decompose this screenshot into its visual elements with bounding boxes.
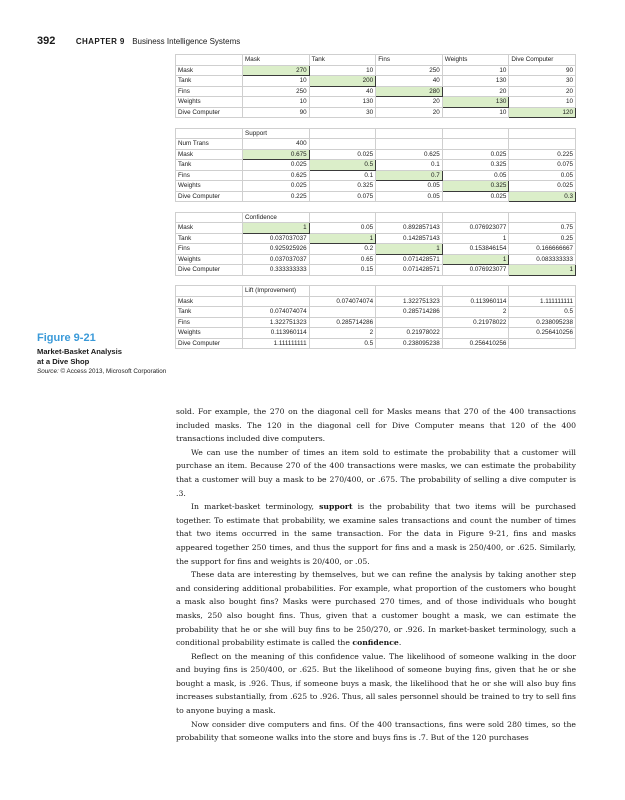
lift-cell: 0.256410256: [509, 328, 576, 339]
lift-cell: 0.285714286: [309, 317, 376, 328]
support-cell: 0.1: [376, 160, 443, 171]
blank-cell: [509, 128, 576, 139]
confidence-cell: 0.076923077: [442, 265, 509, 276]
counts-cell: 30: [309, 107, 376, 118]
support-cell: 0.5: [309, 160, 376, 171]
lift-cell: 0.21978022: [442, 317, 509, 328]
blank-cell: [509, 286, 576, 297]
counts-cell: 120: [509, 107, 576, 118]
paragraph-3: [176, 500, 576, 568]
figure-title-line1: Market-Basket Analysis: [37, 347, 122, 356]
confidence-row: [176, 244, 576, 255]
lift-row: [176, 307, 576, 318]
row-label: Fins: [176, 244, 243, 255]
paragraph-4: [176, 568, 576, 650]
lift-cell: 1.322751323: [376, 296, 443, 307]
support-cell: 0.05: [376, 181, 443, 192]
counts-cell: 20: [442, 86, 509, 97]
spreadsheet-figure: [175, 54, 576, 349]
paragraph-2: We can use the number of times an item sold to estimate the probability that a customer will purchase an item. Because 270 of the 400 transactions were masks, we can estimate the probability that a customer will buy a mask to be 270/400, or .675. The probability of selling a dive computer is .3.: [176, 447, 576, 498]
support-cell: 0.675: [243, 149, 310, 160]
counts-cell: 250: [243, 86, 310, 97]
spacer-cell: [176, 275, 243, 286]
blank-cell: [376, 139, 443, 150]
spacer-cell: [442, 202, 509, 213]
confidence-row: [176, 254, 576, 265]
support-title-row: [176, 128, 576, 139]
section-title-cell: Confidence: [243, 212, 310, 223]
spacer-cell: [442, 275, 509, 286]
row-label: Mask: [176, 65, 243, 76]
counts-cell: 40: [376, 76, 443, 87]
confidence-cell: 1: [309, 233, 376, 244]
blank-cell: [442, 212, 509, 223]
row-label: Dive Computer: [176, 191, 243, 202]
confidence-cell: 0.083333333: [509, 254, 576, 265]
support-cell: 0.025: [442, 191, 509, 202]
confidence-cell: 0.333333333: [243, 265, 310, 276]
row-label: Tank: [176, 307, 243, 318]
counts-cell: 10: [243, 76, 310, 87]
blank-cell: [376, 128, 443, 139]
blank-cell: [309, 139, 376, 150]
row-label: Weights: [176, 254, 243, 265]
counts-cell: 20: [376, 107, 443, 118]
lift-cell: 0.256410256: [442, 338, 509, 349]
row-label: Weights: [176, 181, 243, 192]
confidence-cell: 0.037037037: [243, 254, 310, 265]
lift-cell: 1.111111111: [509, 296, 576, 307]
lift-cell: 0.5: [509, 307, 576, 318]
confidence-row: [176, 265, 576, 276]
counts-cell: 250: [376, 65, 443, 76]
confidence-cell: 1: [442, 254, 509, 265]
lift-cell: 0.113960114: [442, 296, 509, 307]
spacer-cell: [376, 275, 443, 286]
blank-cell: [309, 128, 376, 139]
counts-cell: 10: [509, 97, 576, 108]
spacer-cell: [376, 118, 443, 129]
counts-cell: 10: [442, 65, 509, 76]
term-confidence: confidence: [352, 638, 399, 648]
lift-cell: 0.285714286: [376, 307, 443, 318]
lift-cell: [309, 307, 376, 318]
spacer-cell: [442, 118, 509, 129]
confidence-cell: 0.75: [509, 223, 576, 234]
support-cell: 0.625: [243, 170, 310, 181]
confidence-cell: 0.15: [309, 265, 376, 276]
counts-cell: 270: [243, 65, 310, 76]
market-basket-table: [175, 54, 576, 349]
spacer-cell: [309, 202, 376, 213]
lift-cell: 0.5: [309, 338, 376, 349]
support-cell: 0.3: [509, 191, 576, 202]
counts-row: [176, 86, 576, 97]
counts-cell: 20: [376, 97, 443, 108]
support-cell: 0.025: [509, 181, 576, 192]
paragraph-3-a: In market-basket terminology,: [191, 502, 320, 512]
lift-row: [176, 328, 576, 339]
counts-cell: 130: [309, 97, 376, 108]
column-header: Mask: [243, 55, 310, 66]
row-label: Mask: [176, 296, 243, 307]
support-cell: 0.025: [243, 181, 310, 192]
spacer-row: [176, 202, 576, 213]
counts-cell: 30: [509, 76, 576, 87]
support-cell: 0.1: [309, 170, 376, 181]
lift-cell: 0.238095238: [376, 338, 443, 349]
row-label: Fins: [176, 86, 243, 97]
page-number: 392: [37, 35, 56, 47]
figure-title-line2: at a Dive Shop: [37, 356, 90, 366]
counts-cell: 20: [509, 86, 576, 97]
paragraph-4-b: .: [398, 638, 402, 648]
lift-cell: [243, 296, 310, 307]
row-label: Fins: [176, 170, 243, 181]
row-label: Tank: [176, 160, 243, 171]
lift-cell: 2: [309, 328, 376, 339]
lift-cell: 0.238095238: [509, 317, 576, 328]
confidence-cell: 1: [509, 265, 576, 276]
spacer-cell: [376, 202, 443, 213]
corner-cell: [176, 55, 243, 66]
lift-cell: 0.21978022: [376, 328, 443, 339]
row-label: Dive Computer: [176, 107, 243, 118]
spacer-cell: [176, 118, 243, 129]
support-cell: 0.025: [243, 160, 310, 171]
section-title-cell: Support: [243, 128, 310, 139]
counts-cell: 10: [442, 107, 509, 118]
lift-cell: [376, 317, 443, 328]
column-header: Fins: [376, 55, 443, 66]
confidence-cell: 0.153846154: [442, 244, 509, 255]
lift-cell: 0.074074074: [309, 296, 376, 307]
blank-cell: [509, 212, 576, 223]
counts-row: [176, 107, 576, 118]
num-trans-value: 400: [243, 139, 310, 150]
lift-cell: 2: [442, 307, 509, 318]
support-cell: 0.05: [376, 191, 443, 202]
blank-cell: [509, 139, 576, 150]
confidence-cell: 0.076923077: [442, 223, 509, 234]
spacer-cell: [243, 275, 310, 286]
confidence-cell: 0.892857143: [376, 223, 443, 234]
blank-cell: [376, 286, 443, 297]
support-cell: 0.325: [442, 160, 509, 171]
spacer-cell: [309, 275, 376, 286]
confidence-cell: 0.142857143: [376, 233, 443, 244]
support-cell: 0.7: [376, 170, 443, 181]
confidence-cell: 0.05: [309, 223, 376, 234]
row-label: Mask: [176, 223, 243, 234]
counts-cell: 90: [509, 65, 576, 76]
spacer-cell: [509, 275, 576, 286]
figure-title: [37, 347, 167, 366]
paragraph-6: Now consider dive computers and fins. Of the 400 transactions, fins were sold 280 times, so the probability that someone walks into the store and buys fins is .7. But of the 120 purchases: [176, 719, 576, 743]
paragraph-3-b: is the probability that two items will be purchased together. To estimate that probability, we examine sales transactions and count the number of times that two items occurred in the same transaction. For the data in Figure 9-21, fins and masks appeared together 250 times, and thus the support for fins and a mask is 250/400, or .625. Similarly, the support for fins and weights is 20/400, or .05.: [176, 502, 577, 566]
blank-cell: [442, 128, 509, 139]
spacer-cell: [309, 118, 376, 129]
row-label: Dive Computer: [176, 265, 243, 276]
row-label-cell: [176, 128, 243, 139]
confidence-cell: 1: [442, 233, 509, 244]
num-trans-label: Num Trans: [176, 139, 243, 150]
support-cell: 0.05: [509, 170, 576, 181]
column-header-row: [176, 55, 576, 66]
spacer-cell: [243, 118, 310, 129]
lift-row: [176, 317, 576, 328]
confidence-cell: 0.2: [309, 244, 376, 255]
confidence-row: [176, 233, 576, 244]
figure-source: [37, 368, 167, 376]
spacer-row: [176, 118, 576, 129]
row-label: Dive Computer: [176, 338, 243, 349]
confidence-cell: 1: [243, 223, 310, 234]
confidence-cell: 0.25: [509, 233, 576, 244]
lift-title-row: [176, 286, 576, 297]
support-cell: 0.325: [442, 181, 509, 192]
num-trans-row: [176, 139, 576, 150]
column-header: Tank: [309, 55, 376, 66]
figure-caption: [37, 332, 167, 376]
support-cell: 0.05: [442, 170, 509, 181]
paragraph-5: Reflect on the meaning of this confidence value. The likelihood of someone walking in the door and buying fins is 250/400, or .625. But the likelihood of someone buying fins, given that he or she bought a mask, is .926. Thus, if someone buys a mask, the likelihood that he or she will also buy fins increases substantially, from .625 to .926. Thus, all sales personnel should be trained to try to sell fins to anyone buying a mask.: [176, 651, 576, 716]
counts-cell: 10: [309, 65, 376, 76]
lift-cell: [509, 338, 576, 349]
blank-cell: [376, 212, 443, 223]
spacer-cell: [243, 202, 310, 213]
figure-label: Figure 9-21: [37, 332, 96, 344]
section-title-cell: Lift (Improvement): [243, 286, 310, 297]
row-label: Tank: [176, 76, 243, 87]
confidence-cell: 0.65: [309, 254, 376, 265]
confidence-cell: 0.071428571: [376, 254, 443, 265]
paragraph-4-a: These data are interesting by themselves, but we can refine the analysis by taking another step and considering additional probabilities. For example, what proportion of the customers who bought a mask also bought fins? Masks were purchased 270 times, and of those individuals who bought masks, 250 also bought fins. Thus, given that a customer bought a mask, we can estimate the probability that he or she will buy fins to be 250/270, or .926. In market-basket terminology, such a conditional probability estimate is called the: [176, 570, 576, 648]
row-label: Tank: [176, 233, 243, 244]
lift-cell: 1.111111111: [243, 338, 310, 349]
lift-cell: [442, 328, 509, 339]
confidence-cell: 0.925925926: [243, 244, 310, 255]
support-cell: 0.025: [442, 149, 509, 160]
lift-cell: 0.113960114: [243, 328, 310, 339]
support-row: [176, 181, 576, 192]
spacer-cell: [176, 202, 243, 213]
lift-row: [176, 338, 576, 349]
row-label-cell: [176, 212, 243, 223]
support-cell: 0.325: [309, 181, 376, 192]
confidence-row: [176, 223, 576, 234]
confidence-cell: 0.166666667: [509, 244, 576, 255]
row-label: Mask: [176, 149, 243, 160]
support-row: [176, 191, 576, 202]
lift-cell: 1.322751323: [243, 317, 310, 328]
paragraph-1: sold. For example, the 270 on the diagonal cell for Masks means that 270 of the 400 transactions included masks. The 120 in the diagonal cell for Dive Computer means that 120 of the 400 transactions included dive computers.: [176, 407, 576, 444]
confidence-title-row: [176, 212, 576, 223]
row-label: Weights: [176, 97, 243, 108]
support-cell: 0.625: [376, 149, 443, 160]
support-row: [176, 170, 576, 181]
support-cell: 0.075: [509, 160, 576, 171]
support-row: [176, 149, 576, 160]
counts-row: [176, 97, 576, 108]
confidence-cell: 0.037037037: [243, 233, 310, 244]
figure-source-text: © Access 2013, Microsoft Corporation: [60, 368, 167, 375]
row-label: Fins: [176, 317, 243, 328]
counts-cell: 40: [309, 86, 376, 97]
counts-cell: 130: [442, 97, 509, 108]
column-header: Weights: [442, 55, 509, 66]
counts-cell: 280: [376, 86, 443, 97]
figure-source-prefix: Source:: [37, 368, 59, 375]
confidence-cell: 1: [376, 244, 443, 255]
lift-row: [176, 296, 576, 307]
support-cell: 0.225: [243, 191, 310, 202]
spacer-cell: [509, 118, 576, 129]
support-cell: 0.225: [509, 149, 576, 160]
row-label: Weights: [176, 328, 243, 339]
spacer-cell: [509, 202, 576, 213]
blank-cell: [442, 139, 509, 150]
support-cell: 0.025: [309, 149, 376, 160]
counts-cell: 90: [243, 107, 310, 118]
support-row: [176, 160, 576, 171]
counts-row: [176, 65, 576, 76]
counts-cell: 130: [442, 76, 509, 87]
support-cell: 0.075: [309, 191, 376, 202]
counts-row: [176, 76, 576, 87]
spacer-row: [176, 275, 576, 286]
row-label-cell: [176, 286, 243, 297]
column-header: Dive Computer: [509, 55, 576, 66]
term-support: support: [319, 502, 353, 512]
counts-cell: 10: [243, 97, 310, 108]
counts-cell: 200: [309, 76, 376, 87]
page-header: [37, 31, 240, 49]
blank-cell: [442, 286, 509, 297]
chapter-title: Business Intelligence Systems: [132, 37, 241, 46]
chapter-label: CHAPTER 9: [75, 37, 125, 46]
lift-cell: 0.074074074: [243, 307, 310, 318]
blank-cell: [309, 286, 376, 297]
confidence-cell: 0.071428571: [376, 265, 443, 276]
body-text: [176, 405, 576, 745]
blank-cell: [309, 212, 376, 223]
